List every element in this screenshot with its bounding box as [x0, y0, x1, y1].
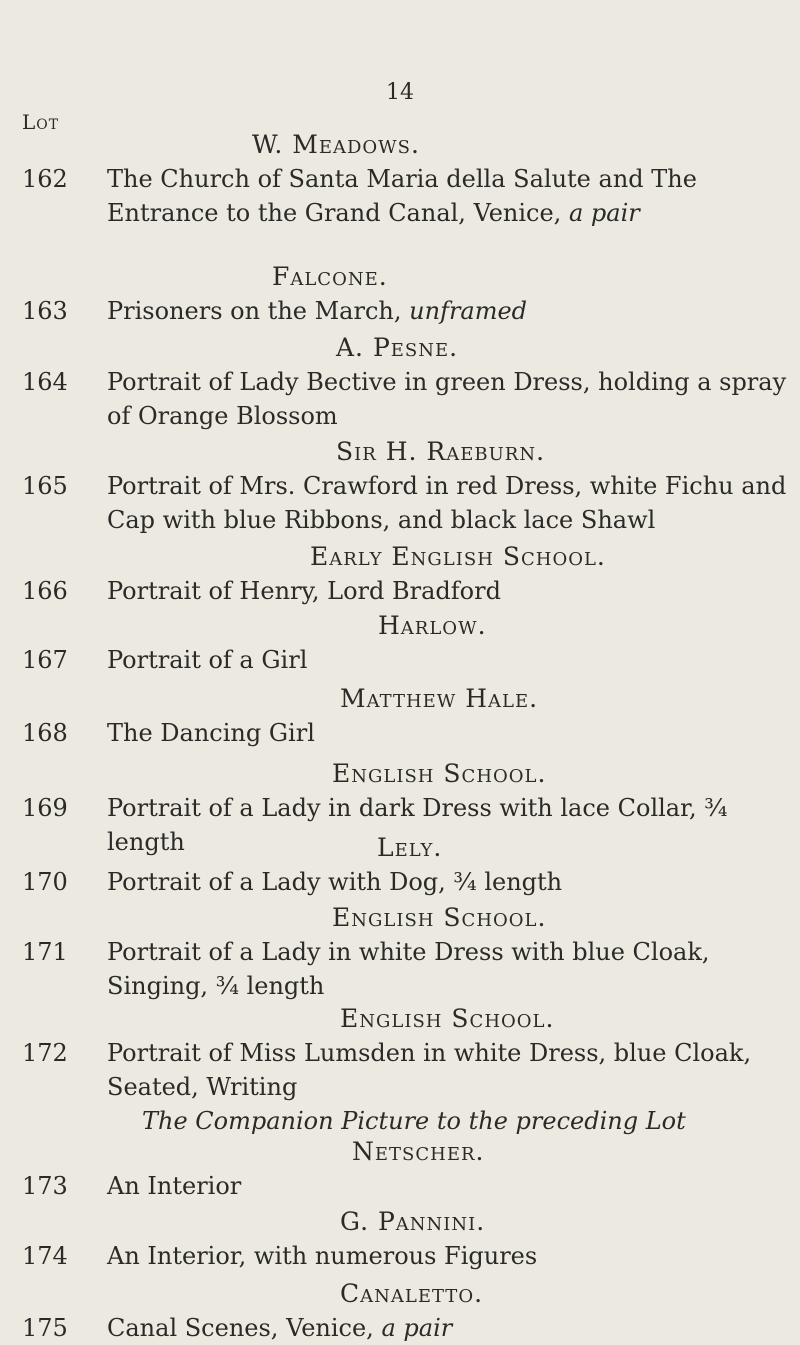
lot-number: 170 [22, 868, 68, 896]
lot-description: Portrait of a Lady in white Dress with blue Cloak, Singing, ¾ length [107, 938, 710, 1000]
lot-description: The Dancing Girl [107, 719, 315, 747]
lot-entry [22, 540, 792, 608]
lot-description: The Church of Santa Maria della Salute and The Entrance to the Grand Canal, Venice, a pair [107, 165, 697, 227]
lot-description: Canal Scenes, Venice, a pair [107, 1314, 453, 1342]
artist-name: Harlow. [378, 611, 487, 640]
lot-number: 171 [22, 938, 68, 966]
lot-entry [22, 331, 792, 433]
lot-description: An Interior, with numerous Figures [107, 1242, 538, 1270]
lot-description: An Interior [107, 1172, 242, 1200]
lot-entry [22, 435, 792, 537]
lot-number: 175 [22, 1314, 68, 1342]
lot-description: Portrait of Lady Bective in green Dress, holding a spray of Orange Blossom [107, 368, 787, 430]
lot-entry [22, 901, 792, 1003]
page-number: 14 [386, 80, 414, 105]
artist-name: Netscher. [352, 1137, 485, 1166]
lot-entry [22, 609, 792, 677]
lot-description: Portrait of Miss Lumsden in white Dress, blue Cloak, Seated, Writing [107, 1039, 752, 1101]
companion-note: The Companion Picture to the preceding Lot [142, 1107, 686, 1135]
lot-entry [22, 1135, 792, 1203]
artist-name: Canaletto. [340, 1279, 484, 1308]
lot-description: Portrait of Mrs. Crawford in red Dress, white Fichu and Cap with blue Ribbons, and black lace Shawl [107, 472, 787, 534]
artist-name: W. Meadows. [252, 130, 420, 159]
lot-description: Portrait of Henry, Lord Bradford [107, 577, 501, 605]
lot-description: Portrait of a Girl [107, 646, 308, 674]
lot-entry [22, 1002, 792, 1138]
lot-description: Portrait of a Lady with Dog, ¾ length [107, 868, 563, 896]
lot-number: 167 [22, 646, 68, 674]
artist-name: Early English School. [310, 542, 606, 571]
lot-number: 166 [22, 577, 68, 605]
lot-entry [22, 682, 792, 750]
lot-number: 168 [22, 719, 68, 747]
lot-qualifier: a pair [381, 1314, 453, 1342]
lot-qualifier: unframed [409, 297, 528, 325]
lot-entry [22, 260, 792, 328]
artist-name: English School. [340, 1004, 555, 1033]
lot-number: 169 [22, 794, 68, 822]
lot-qualifier: a pair [568, 199, 640, 227]
artist-name: Lely. [377, 833, 443, 862]
lot-number: 163 [22, 297, 68, 325]
artist-name: English School. [332, 903, 547, 932]
artist-name: Matthew Hale. [340, 684, 539, 713]
artist-name: A. Pesne. [336, 333, 459, 362]
lot-entry [22, 1277, 792, 1345]
lot-number: 174 [22, 1242, 68, 1270]
lot-entry [22, 831, 792, 899]
artist-name: Falcone. [272, 262, 388, 291]
lot-entry [22, 128, 792, 230]
artist-name: English School. [332, 759, 547, 788]
lot-number: 172 [22, 1039, 68, 1067]
lot-description: Prisoners on the March, unframed [107, 297, 528, 325]
artist-name: G. Pannini. [340, 1207, 486, 1236]
lot-description: Portrait of a Lady in dark Dress with lace Collar, ¾ length [107, 794, 728, 856]
lot-entry [22, 1205, 792, 1273]
lot-number: 165 [22, 472, 68, 500]
artist-name: Sir H. Raeburn. [336, 437, 546, 466]
lot-number: 162 [22, 165, 68, 193]
lot-number: 164 [22, 368, 68, 396]
lot-column-header: Lot [22, 110, 60, 134]
lot-number: 173 [22, 1172, 68, 1200]
